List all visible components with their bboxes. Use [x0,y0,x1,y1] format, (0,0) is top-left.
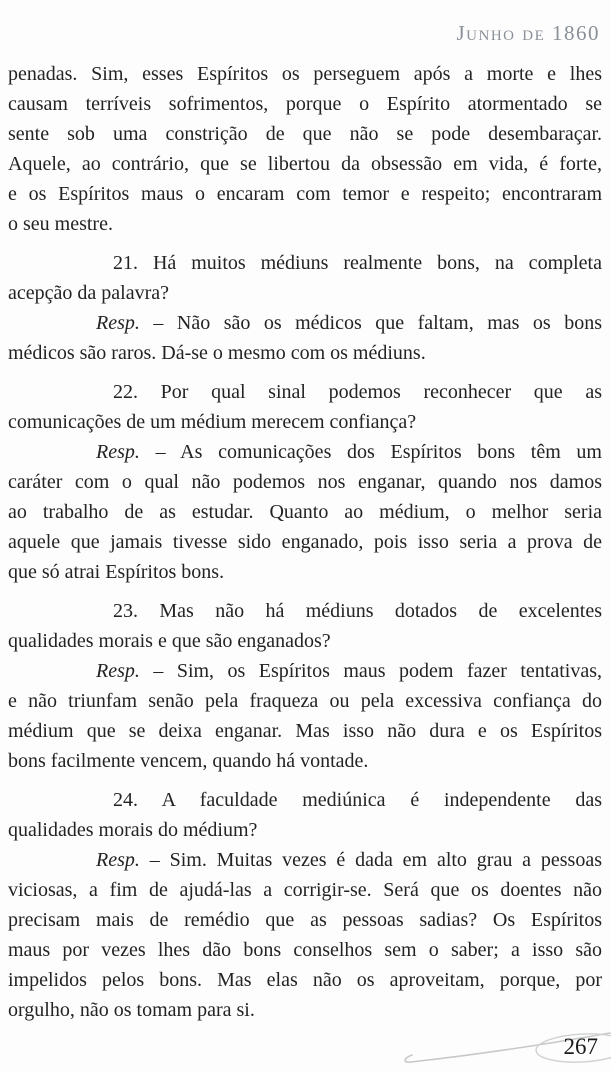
resp-label: Resp. [96,441,140,463]
text-line: sente sob uma constrição de que não se pode desembaraçar. [8,123,602,145]
text-line: viciosas, a fim de ajudá-las a corrigir-se. Será que os doentes não [8,879,602,901]
text-line: Resp. – Sim. Muitas vezes é dada em alto grau a pessoas [96,849,602,871]
resp-label: Resp. [96,660,140,682]
page-body-text [8,59,602,1025]
text-line: qualidades morais e que são enganados? [8,630,331,652]
paragraph [8,377,602,437]
text-line: 21. Há muitos médiuns realmente bons, na completa [113,252,602,274]
paragraph [8,437,602,587]
text-line: precisam mais de remédio que as pessoas sadias? Os Espíritos [8,909,602,931]
text-line: Aquele, ao contrário, que se libertou da obsessão em vida, é forte, [8,153,602,175]
paragraph [8,785,602,845]
text-line: causam terríveis sofrimentos, porque o Espírito atormentado se [8,93,602,115]
text-line: impelidos pelos bons. Mas elas não os aproveitam, porque, por [8,969,602,991]
text-line: bons facilmente vencem, quando há vontade. [8,750,369,772]
text-line: Resp. – Não são os médicos que faltam, mas os bons [96,312,602,334]
paragraph [8,656,602,776]
paragraph [8,59,602,239]
text-line: e os Espíritos maus o encaram com temor e respeito; encontraram [8,183,602,205]
text-line: 24. A faculdade mediúnica é independente das [113,789,602,811]
page-number: 267 [563,1034,598,1059]
text-line: orgulho, não os tomam para si. [8,999,255,1021]
text-line: Resp. – Sim, os Espíritos maus podem fazer tentativas, [96,660,602,682]
text-line: o seu mestre. [8,213,113,235]
running-header: Junho de 1860 [456,21,600,45]
text-line: médicos são raros. Dá-se o mesmo com os médiuns. [8,342,426,364]
text-line: comunicações de um médium merecem confiança? [8,411,417,433]
paragraph [8,596,602,656]
text-line: e não triunfam senão pela fraqueza ou pela excessiva confiança do [8,690,602,712]
text-line: penadas. Sim, esses Espíritos os perseguem após a morte e lhes [8,63,602,85]
text-line: acepção da palavra? [8,282,169,304]
text-line: Resp. – As comunicações dos Espíritos bons têm um [96,441,602,463]
text-line: que só atrai Espíritos bons. [8,561,225,583]
text-line: 23. Mas não há médiuns dotados de excelentes [113,600,602,622]
resp-label: Resp. [96,849,140,871]
text-line: maus por vezes lhes dão bons conselhos sem o saber; a isso são [8,939,602,961]
text-line: caráter com o qual não podemos nos enganar, quando nos damos [8,471,602,493]
text-line: aquele que jamais tivesse sido enganado, pois isso seria a prova de [8,531,602,553]
text-line: qualidades morais do médium? [8,819,258,841]
paragraph [8,845,602,1025]
paragraph [8,308,602,368]
text-line: ao trabalho de as estudar. Quanto ao médium, o melhor seria [8,501,602,523]
resp-label: Resp. [96,312,140,334]
text-line: médium que se deixa enganar. Mas isso não dura e os Espíritos [8,720,602,742]
text-line: 22. Por qual sinal podemos reconhecer que as [113,381,602,403]
paragraph [8,248,602,308]
